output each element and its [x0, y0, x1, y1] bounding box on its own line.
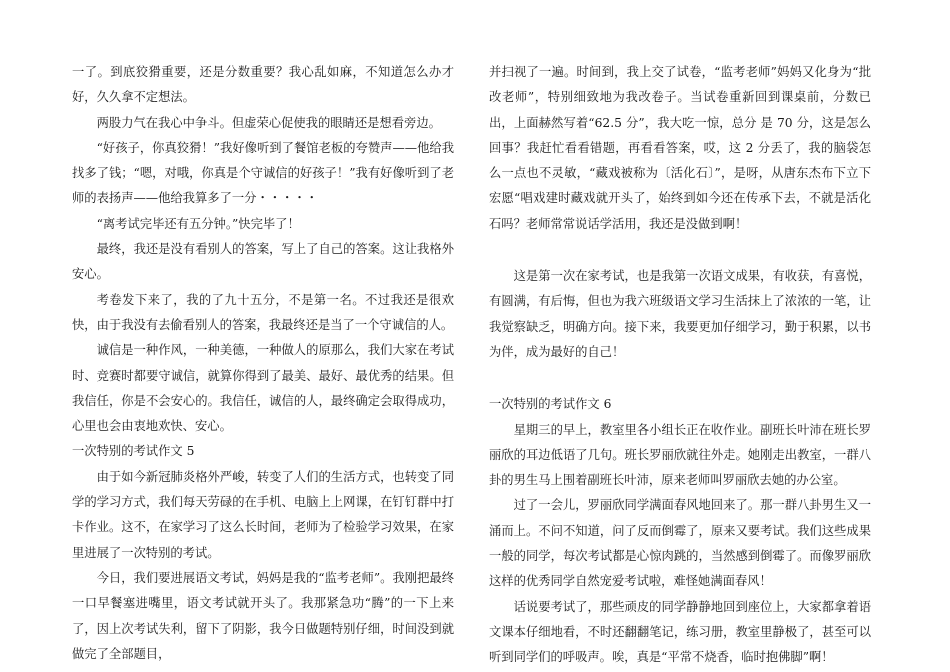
- left-column: [72, 60, 454, 667]
- paragraph: 由于如今新冠肺炎格外严峻，转变了人们的生活方式，也转变了同学的学习方式，我们每天劳碌的在手机、电脑上上网课，在钉钉群中打卡作业。这不，在家学习了这么长时间，老师为了检验学习效果，在家里进展了一次特别的考试。: [72, 469, 454, 560]
- right-column: [489, 60, 871, 671]
- paragraph: 最终，我还是没有看别人的答案，写上了自己的答案。这让我格外安心。: [72, 242, 454, 282]
- paragraph: 一了。到底狡猾重要，还是分数重要？我心乱如麻，不知道怎么办才好，久久拿不定想法。: [72, 65, 454, 105]
- paragraph: 两股力气在我心中争斗。但虚荣心促使我的眼睛还是想看旁边。: [96, 115, 441, 130]
- paragraph: 这是第一次在家考试，也是我第一次语文成果，有收获，有喜悦，有圆满，有后悔，但也为我六班级语文学习生活抹上了浓浓的一笔，让我觉察缺乏，明确方向。接下来，我要更加仔细学习，勤于积累，以书为伴，成为最好的自己！: [489, 269, 871, 359]
- paragraph: 诚信是一种作风，一种美德，一种做人的原那么，我们大家在考试时、竞赛时都要守诚信，就算你得到了最美、最好、最优秀的结果。但我信任，你是不会安心的。我信任，诚信的人，最终确定会取得成功，心里也会由衷地欢快、安心。: [72, 343, 454, 434]
- spacer: [489, 237, 871, 264]
- paragraph: 并扫视了一遍。时间到，我上交了试卷，“监考老师”妈妈又化身为“批改老师”，特别细致地为我改卷子。当试卷重新回到课桌前，分数已出，上面赫然写着“62.5 分”，我大吃一惊，总分 是 70 分，这是怎么回事？我赶忙看看错题，再看看答案，哎，这 2 分丢了，我的脑袋怎么一点也不灵敏，“藏戏被称为〔活化石〕”，是呀，从唐东杰布下立下宏愿“唱戏建时藏戏就开头了，始终到如今还在传承下去，不就是活化石吗？老师常常说话学活用，我还是没做到啊！: [489, 65, 871, 231]
- paragraph: “好孩子，你真狡猾！”我好像听到了餐馆老板的夸赞声——他给我找多了钱；“嗯，对哦，你真是个守诚信的好孩子！”我有好像听到了老师的表扬声——他给我算多了一分・・・・・: [72, 140, 454, 206]
- spacer: [489, 365, 871, 392]
- paragraph: “离考试完毕还有五分钟。”快完毕了！: [96, 216, 300, 231]
- essay-heading-6: 一次特别的考试作文 6: [489, 397, 612, 412]
- essay-heading-5: 一次特别的考试作文 5: [72, 444, 195, 459]
- paragraph: 过了一会儿，罗丽欣同学满面春风地回来了。那一群八卦男生又一涌而上。不问不知道，问了反而倒霉了，原来又要考试。我们这些成果一般的同学，每次考试都是心惊肉跳的，当然感到倒霉了。而像罗丽欣这样的优秀同学自然宠爱考试啦，难怪她满面春风！: [489, 498, 871, 589]
- paragraph: 星期三的早上，教室里各小组长正在收作业。副班长叶沛在班长罗丽欣的耳边低语了几句。班长罗丽欣就往外走。她刚走出教室，一群八卦的男生马上围着副班长叶沛，原来老师叫罗丽欣去她的办公室。: [489, 422, 871, 488]
- paragraph: 今日，我们要进展语文考试，妈妈是我的“监考老师”。我刚把最终一口早餐塞进嘴里，语文考试就开头了。我那紧急功“腾”的一下上来了，因上次考试失利，留下了阴影，我今日做题特别仔细，时间没到就做完了全部题目，: [72, 570, 454, 661]
- paragraph: 考卷发下来了，我的了九十五分，不是第一名。不过我还是很欢快，由于我没有去偷看别人的答案，我最终还是当了一个守诚信的人。: [72, 292, 454, 332]
- paragraph: 话说要考试了，那些顽皮的同学静静地回到座位上，大家都拿着语文课本仔细地看，不时还翻翻笔记，练习册，教室里静极了，甚至可以听到同学们的呼吸声。唉，真是“平常不烧香，临时抱佛脚”啊！: [489, 599, 871, 665]
